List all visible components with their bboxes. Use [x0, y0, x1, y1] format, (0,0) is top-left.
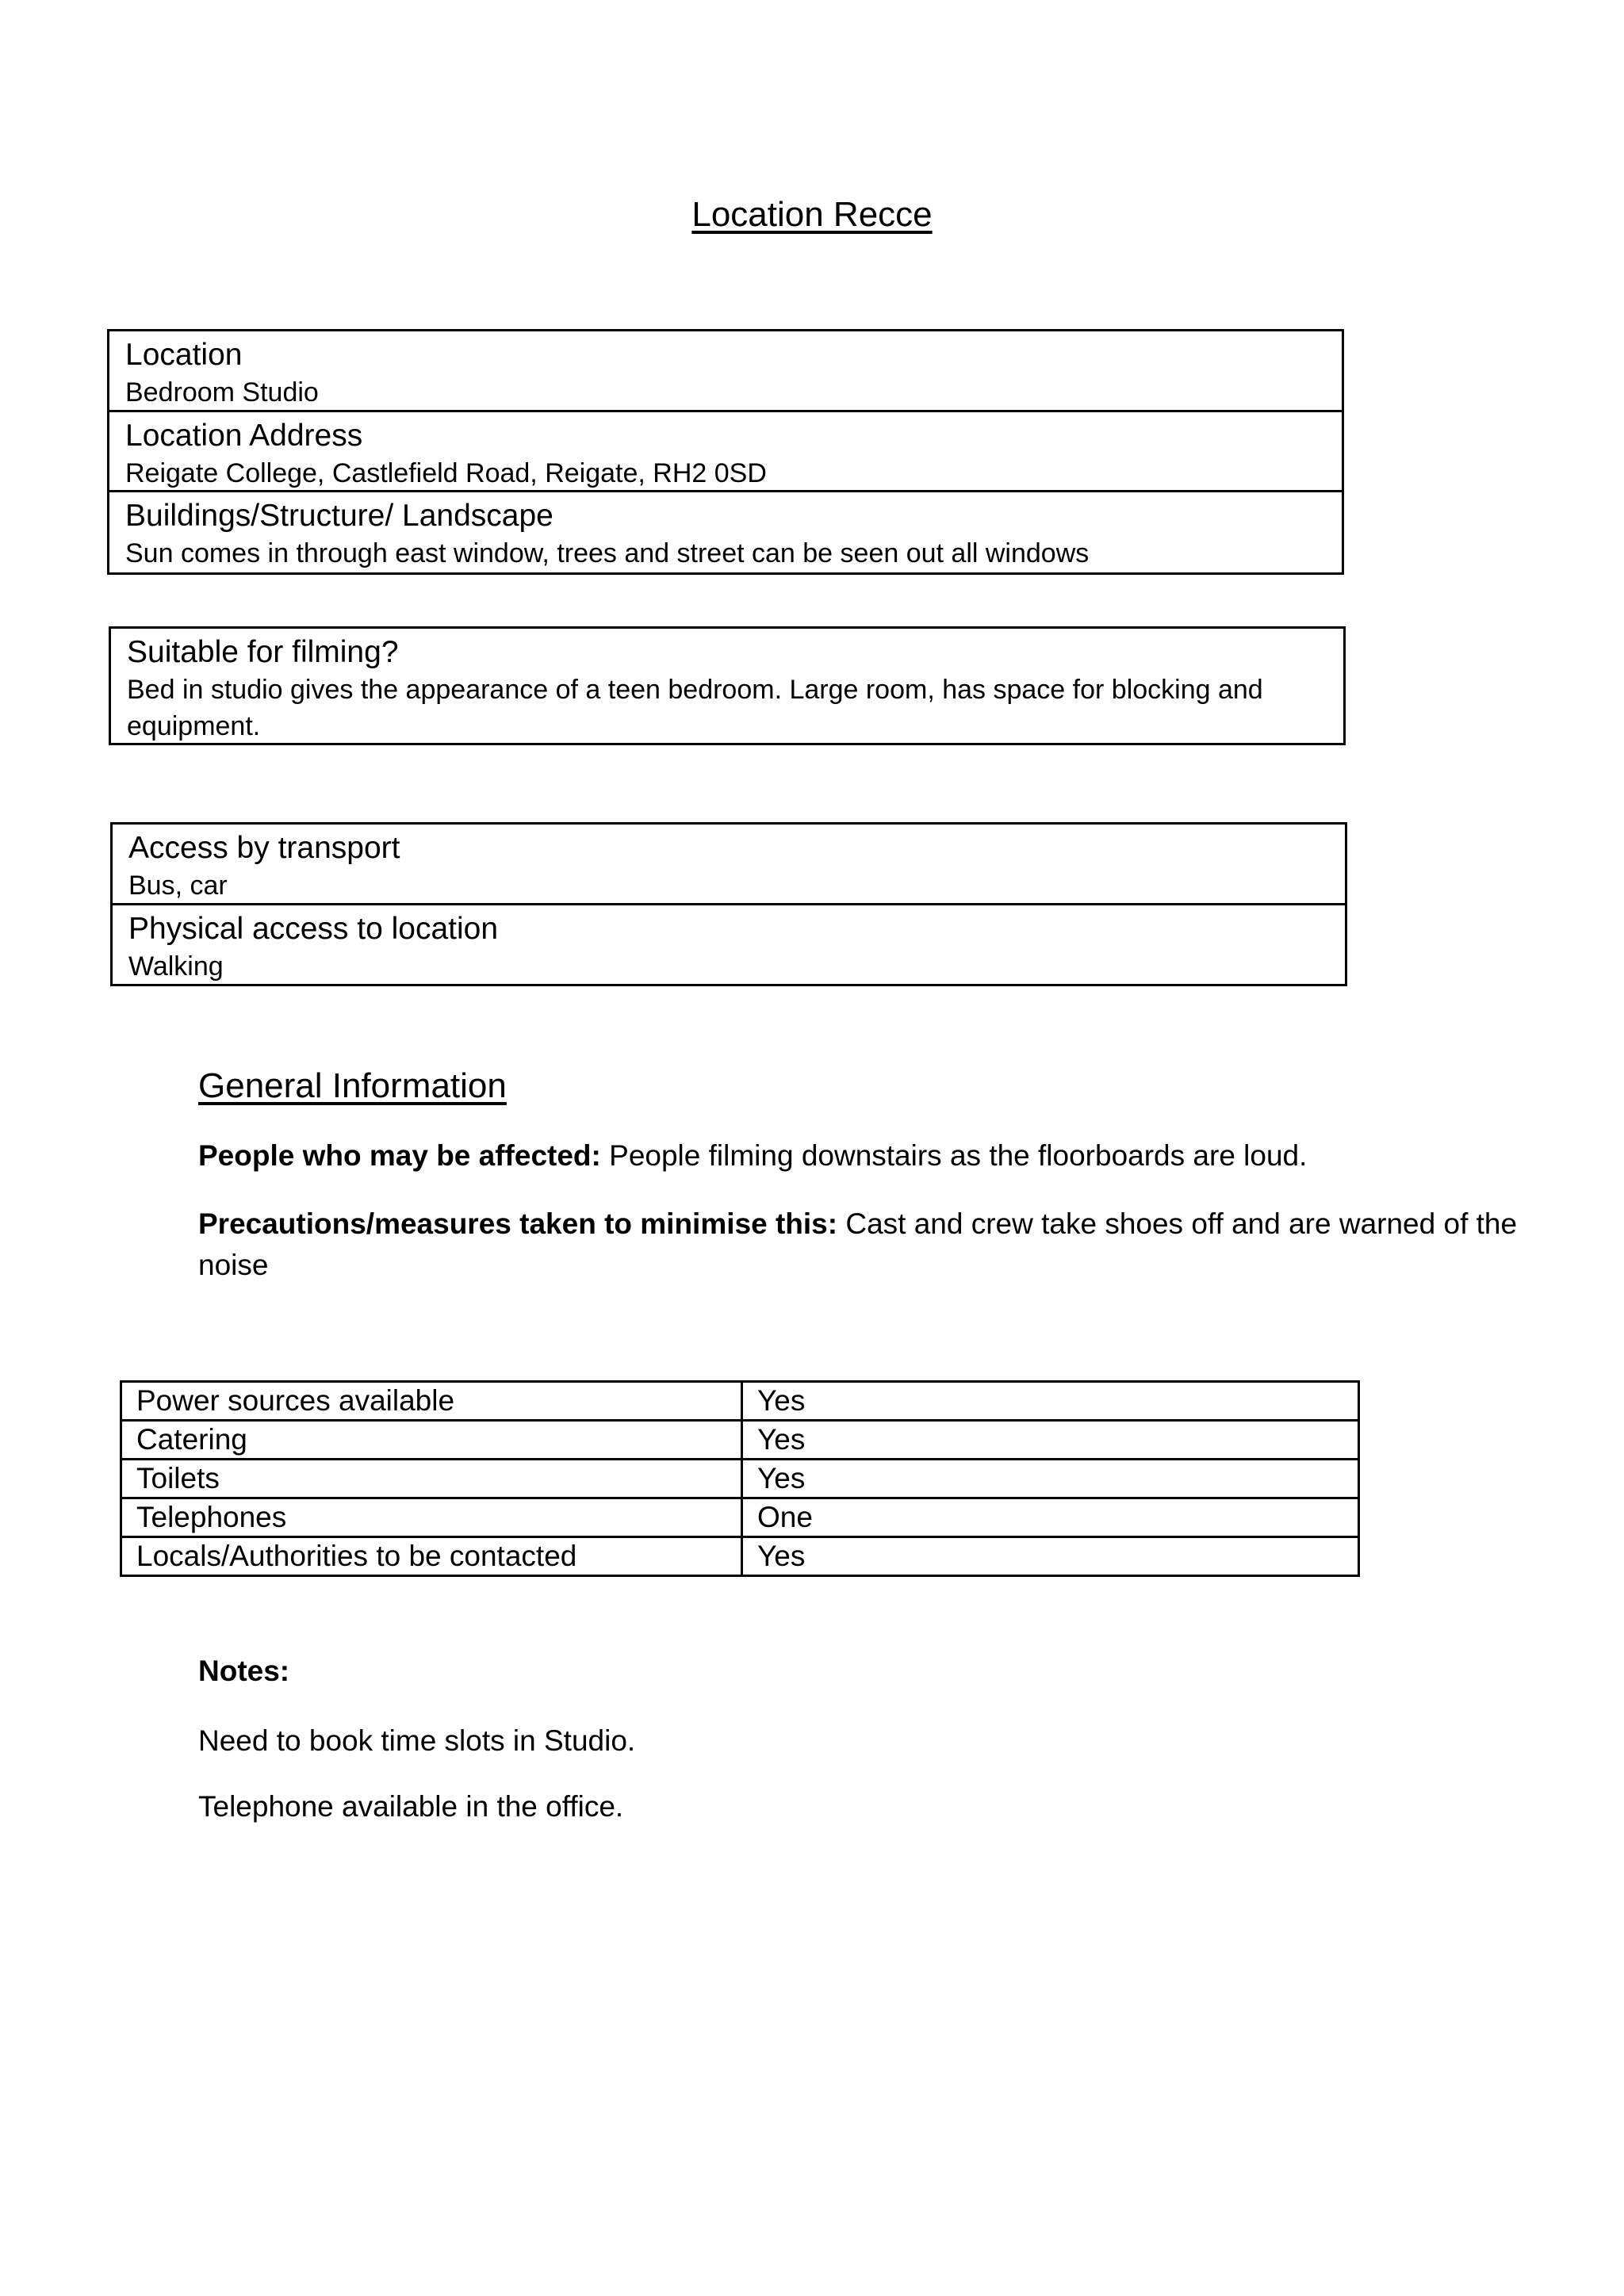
facilities-table [120, 1380, 1360, 1577]
suitable-value: Bed in studio gives the appearance of a teen bedroom. Large room, has space for blocking and equipment. [127, 675, 1263, 741]
location-cell [109, 331, 1342, 412]
suitability-box [109, 626, 1346, 745]
access-box [110, 822, 1347, 986]
table-row [121, 1460, 1359, 1498]
location-address-value: Reigate College, Castlefield Road, Reigate, RH2 0SD [125, 458, 767, 488]
physical-access-value: Walking [128, 951, 224, 982]
table-row [121, 1498, 1359, 1537]
transport-cell [113, 825, 1345, 905]
note-item: Need to book time slots in Studio. [198, 1724, 636, 1757]
location-value: Bedroom Studio [125, 377, 319, 408]
facility-item: Power sources available [121, 1382, 742, 1421]
general-information-heading: General Information [198, 1066, 507, 1105]
location-address-cell [109, 412, 1342, 492]
facility-item: Catering [121, 1421, 742, 1460]
facility-value: Yes [742, 1382, 1359, 1421]
physical-access-cell [113, 905, 1345, 984]
facility-value: One [742, 1498, 1359, 1537]
facility-item: Toilets [121, 1460, 742, 1498]
facility-item: Telephones [121, 1498, 742, 1537]
affected-paragraph [198, 1135, 1530, 1177]
affected-label: People who may be affected: [198, 1139, 601, 1172]
landscape-value: Sun comes in through east window, trees and street can be seen out all windows [125, 538, 1090, 568]
location-label: Location [125, 338, 243, 372]
notes-heading: Notes: [198, 1655, 290, 1687]
facility-value: Yes [742, 1460, 1359, 1498]
transport-value: Bus, car [128, 871, 228, 901]
facility-item: Locals/Authorities to be contacted [121, 1537, 742, 1576]
table-row [121, 1382, 1359, 1421]
precautions-text: Cast and crew take shoes off and are warned of the noise [198, 1207, 1518, 1281]
document-title: Location Recce [691, 195, 933, 234]
facility-value: Yes [742, 1537, 1359, 1576]
location-details-box [107, 329, 1344, 575]
affected-text: People filming downstairs as the floorboards are loud. [600, 1139, 1308, 1172]
physical-access-label: Physical access to location [128, 912, 499, 946]
landscape-cell [109, 492, 1342, 572]
note-item: Telephone available in the office. [198, 1790, 624, 1823]
suitable-cell [111, 629, 1343, 743]
table-row [121, 1421, 1359, 1460]
table-row [121, 1537, 1359, 1576]
precautions-label: Precautions/measures taken to minimise this: [198, 1207, 838, 1240]
precautions-paragraph [198, 1203, 1530, 1286]
facility-value: Yes [742, 1421, 1359, 1460]
landscape-label: Buildings/Structure/ Landscape [125, 499, 553, 533]
location-address-label: Location Address [125, 419, 363, 453]
suitable-label: Suitable for filming? [127, 635, 399, 669]
transport-label: Access by transport [128, 831, 400, 865]
